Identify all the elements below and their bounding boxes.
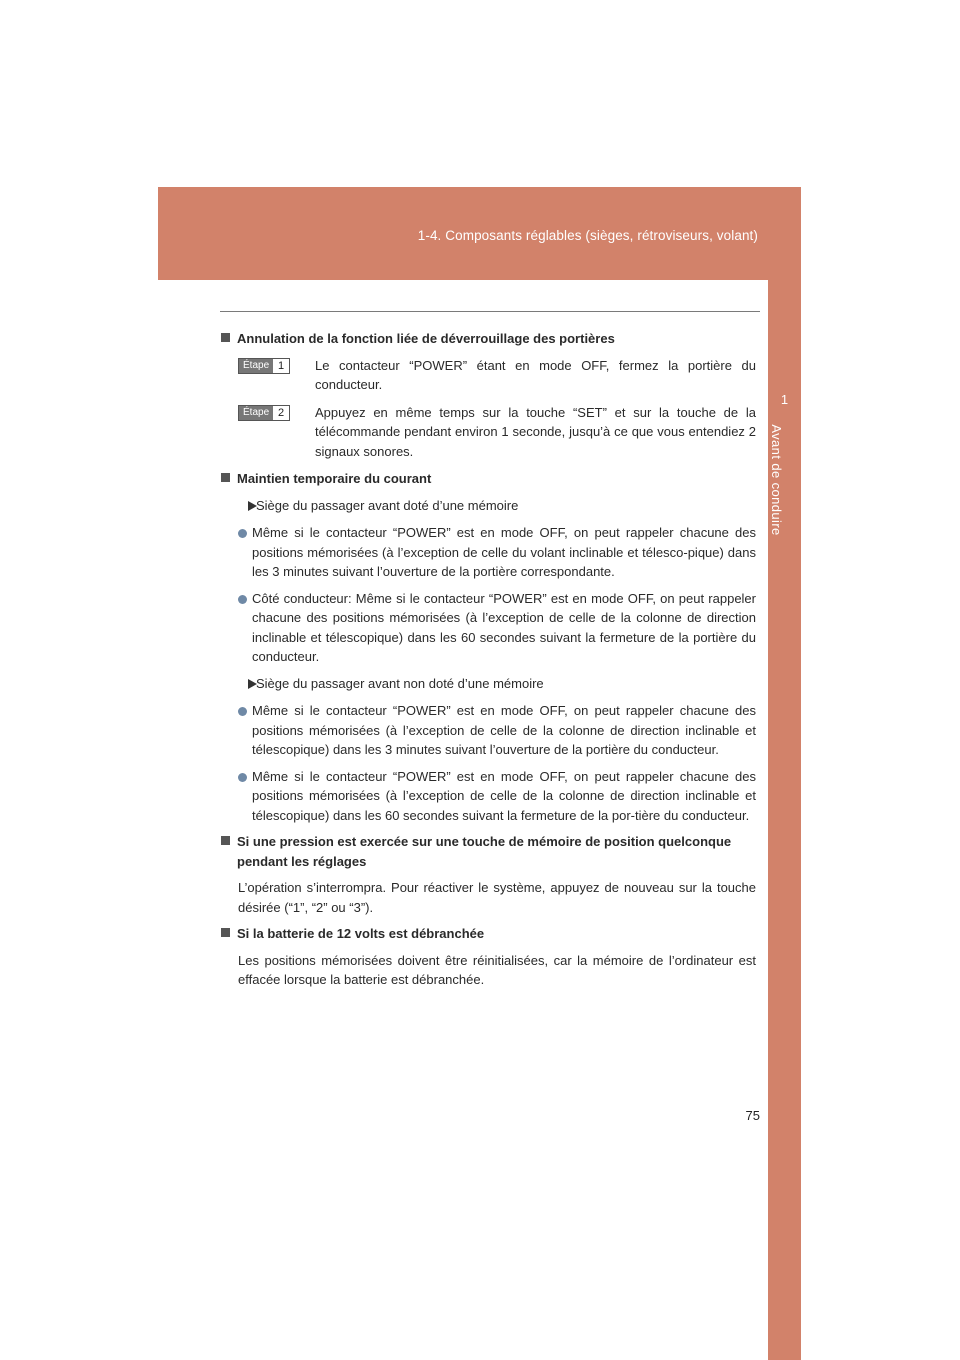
circle-bullet-icon xyxy=(238,773,247,782)
list-item-text: Côté conducteur: Même si le contacteur “POWER” est en mode OFF, on peut rappeler chacune des positions mémorisées (à l’exception de celle de la colonne de direction inclinable et télescopique) dans les 60 secondes suivant la fermeture de la portière du conducteur. xyxy=(252,590,756,664)
list-item xyxy=(238,767,756,826)
section-heading xyxy=(221,469,756,489)
circle-bullet-icon xyxy=(238,707,247,716)
chapter-number: 1 xyxy=(780,392,789,407)
subsection-title-text: Siège du passager avant non doté d’une mémoire xyxy=(256,675,544,691)
step-badge xyxy=(238,358,290,374)
subsection-title xyxy=(238,496,756,516)
triangle-arrow-icon xyxy=(248,679,257,689)
square-bullet-icon xyxy=(221,473,230,482)
section-heading-text: Annulation de la fonction liée de déverrouillage des portières xyxy=(237,331,615,346)
list-item-text: Même si le contacteur “POWER” est en mode OFF, on peut rappeler chacune des positions mémorisées (à l’exception de celle de la colonne de direction inclinable et télescopique) dans les 3 minutes suivant l’ouverture de la portière du conducteur. xyxy=(252,703,756,757)
section-heading-text: Si une pression est exercée sur une touche de mémoire de position quelconque pendant les réglages xyxy=(237,834,732,869)
square-bullet-icon xyxy=(221,333,230,342)
square-bullet-icon xyxy=(221,928,230,937)
circle-bullet-icon xyxy=(238,529,247,538)
list-item xyxy=(238,589,756,667)
section-heading-text: Maintien temporaire du courant xyxy=(237,471,432,486)
triangle-arrow-icon xyxy=(248,501,257,511)
paragraph: Les positions mémorisées doivent être réinitialisées, car la mémoire de l’ordinateur est effacée lorsque la batterie est débranchée. xyxy=(238,952,756,987)
chapter-side-tab xyxy=(768,280,801,1360)
list-item xyxy=(238,523,756,582)
subsection-title xyxy=(238,674,756,694)
step-text: Appuyez en même temps sur la touche “SET” et sur la touche de la télécommande pendant environ 1 seconde, jusqu’à ce que vous entendiez 2 signaux sonores. xyxy=(315,404,756,459)
section-heading xyxy=(221,832,756,871)
page-number: 75 xyxy=(745,1108,760,1123)
step-text: Le contacteur “POWER” étant en mode OFF, fermez la portière du conducteur. xyxy=(315,357,756,392)
paragraph: L’opération s’interrompra. Pour réactiver le système, appuyez de nouveau sur la touche désirée (“1”, “2” ou “3”). xyxy=(238,880,756,915)
step-item xyxy=(238,356,756,395)
step-item xyxy=(238,403,756,462)
section-heading xyxy=(221,924,756,944)
list-item xyxy=(238,701,756,760)
square-bullet-icon xyxy=(221,836,230,845)
top-divider xyxy=(220,311,760,312)
circle-bullet-icon xyxy=(238,595,247,604)
section-heading-text: Si la batterie de 12 volts est débranchée xyxy=(237,926,485,941)
list-item-text: Même si le contacteur “POWER” est en mode OFF, on peut rappeler chacune des positions mémorisées (à l’exception de celle du volant inclinable et télesco-pique) dans les 3 minutes suivant l’ouverture de la portière correspondante. xyxy=(252,525,756,579)
step-badge-number: 2 xyxy=(278,406,285,419)
step-badge xyxy=(238,405,290,421)
section-heading xyxy=(221,329,756,349)
list-item-text: Même si le contacteur “POWER” est en mode OFF, on peut rappeler chacune des positions mémorisées (à l’exception de celle de la colonne de direction inclinable et télescopique) dans les 60 secondes suivant la fermeture de la por-tière du conducteur. xyxy=(252,768,756,823)
chapter-label: Avant de conduire xyxy=(769,424,784,536)
section-title: 1-4. Composants réglables (sièges, rétroviseurs, volant) xyxy=(417,228,758,243)
page-content xyxy=(221,329,756,997)
step-badge-number: 1 xyxy=(278,359,285,372)
step-badge-label: Étape xyxy=(239,406,273,420)
step-badge-label: Étape xyxy=(239,359,273,373)
chapter-header-band xyxy=(158,187,801,280)
subsection-title-text: Siège du passager avant doté d’une mémoire xyxy=(256,497,519,513)
